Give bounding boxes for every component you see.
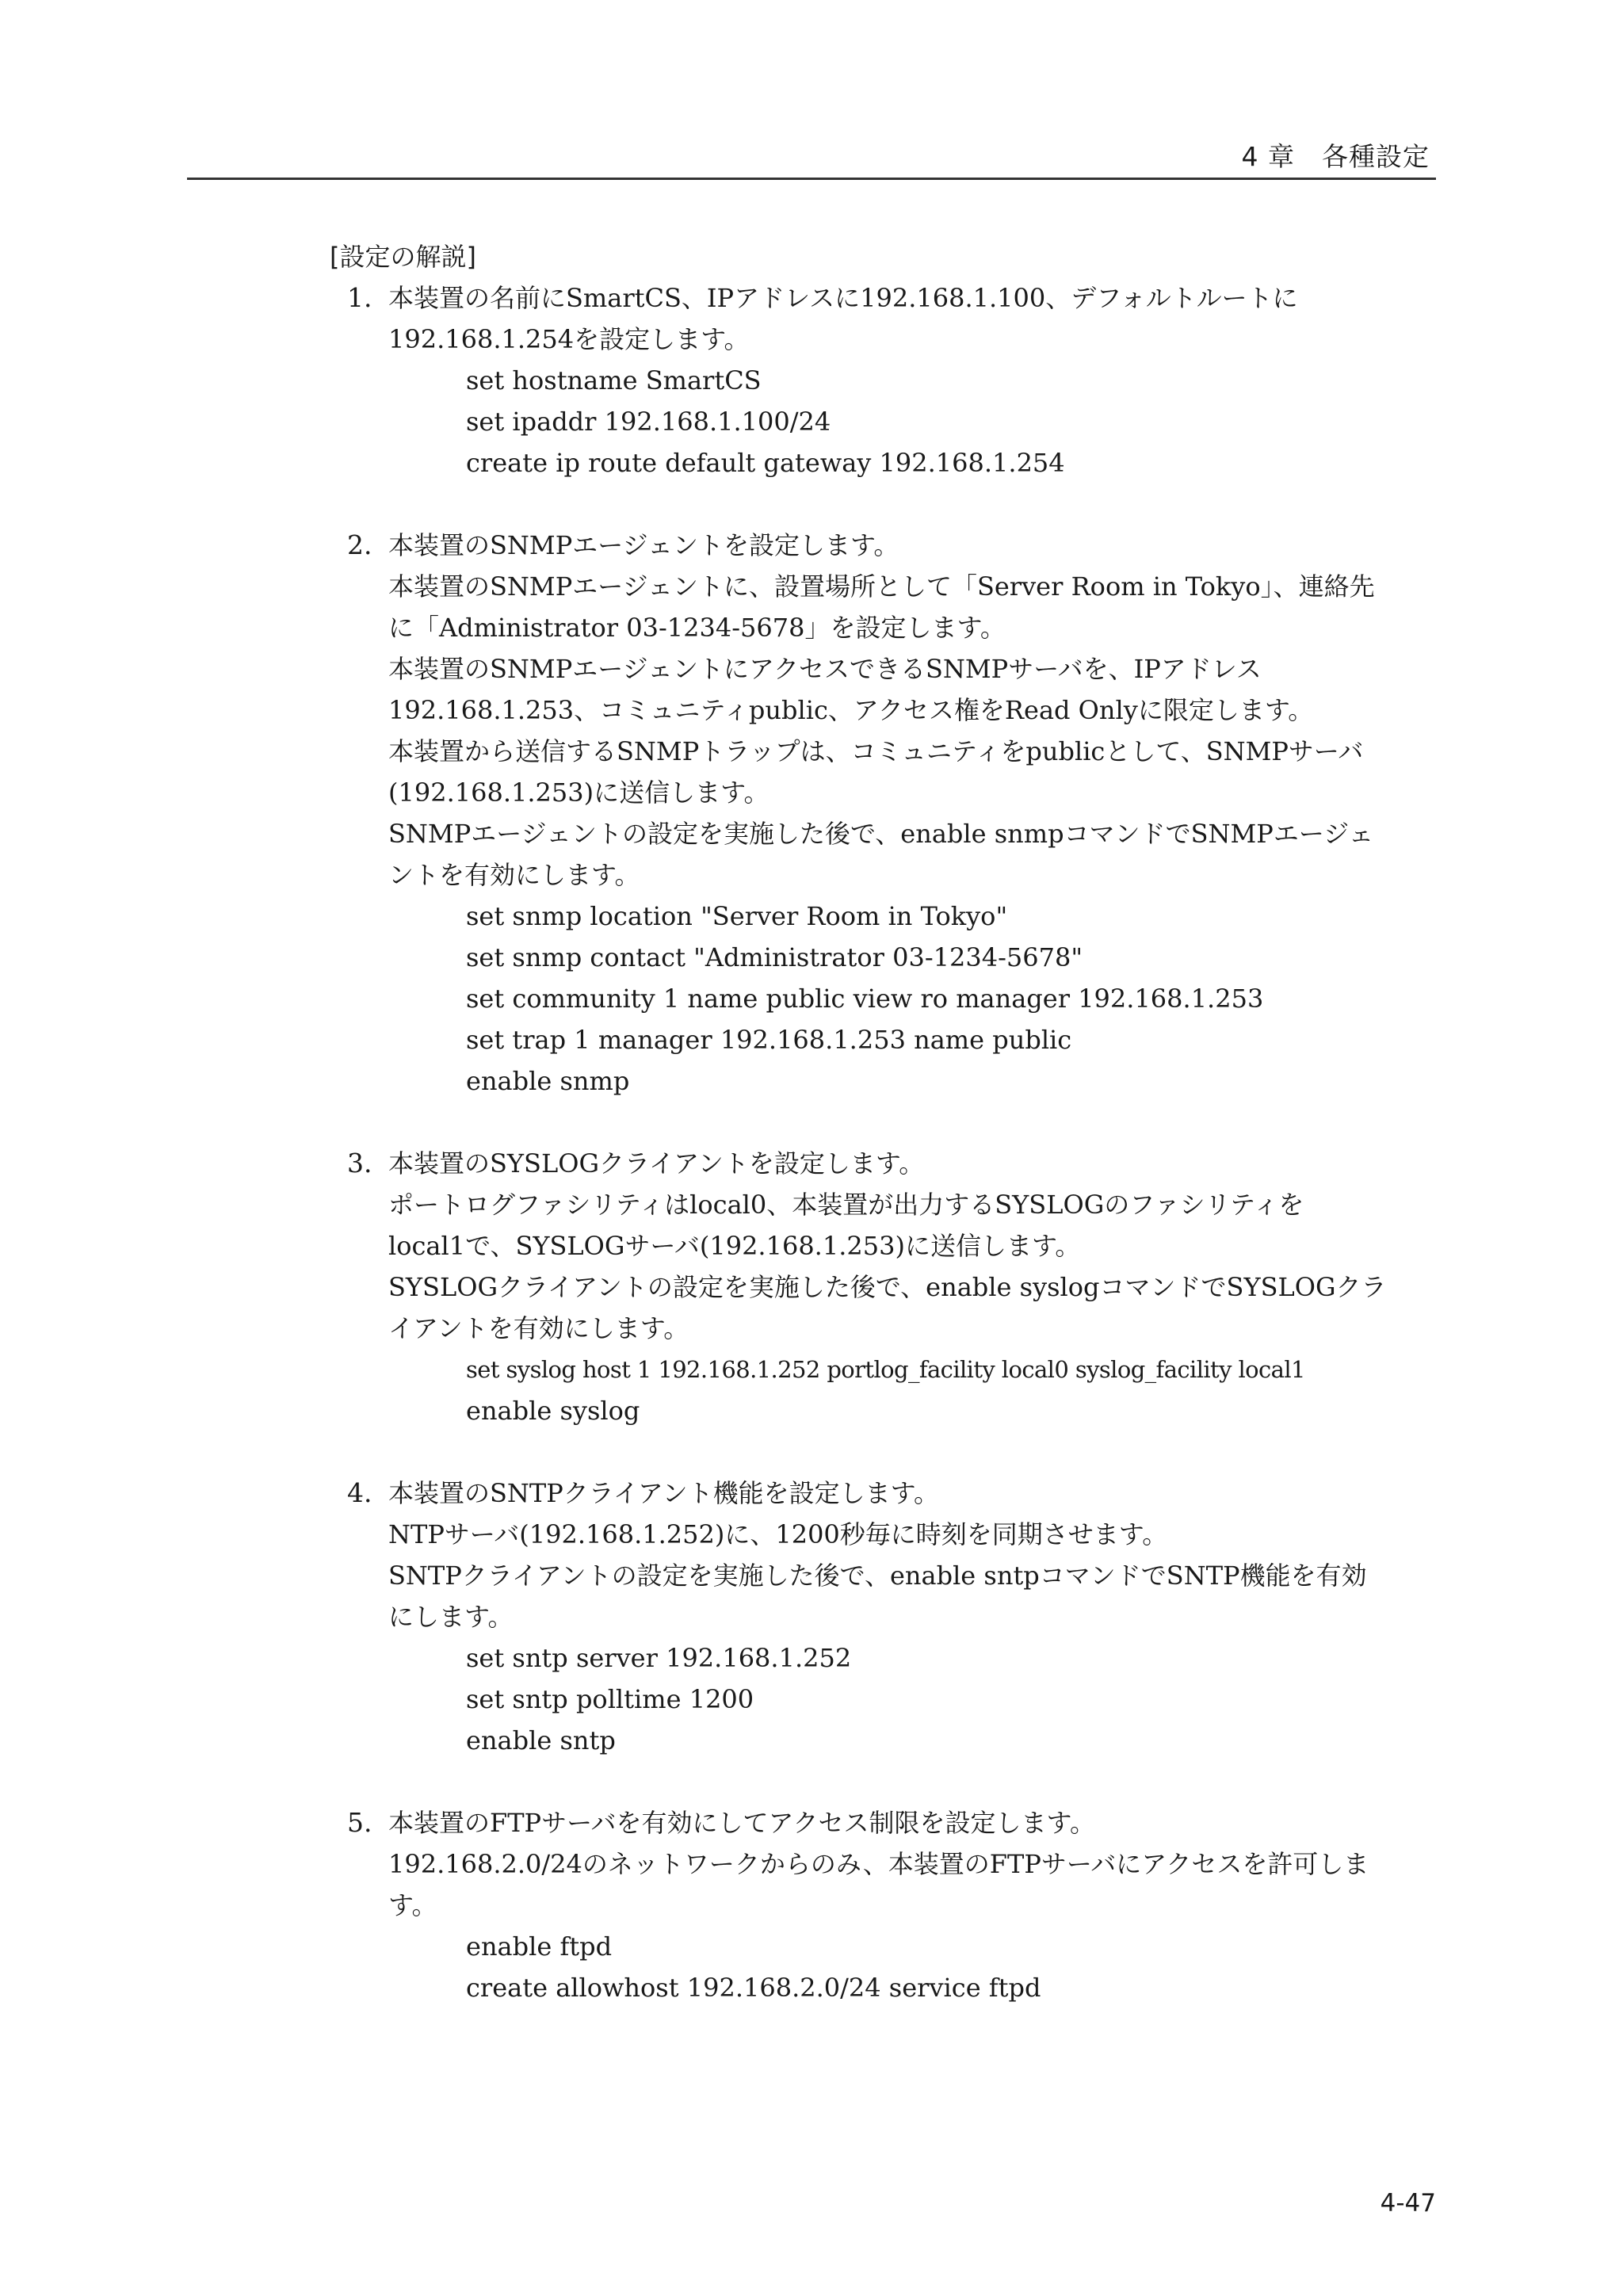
command-line: enable snmp: [466, 1066, 630, 1096]
item-paragraph: 192.168.1.253、コミュニティpublic、アクセス権をRead Onlyに限定します。: [388, 695, 1314, 725]
item-paragraph: 本装置のSNMPエージェントにアクセスできるSNMPサーバを、IPアドレス: [388, 654, 1262, 684]
item-paragraph: SNMPエージェントの設定を実施した後で、enable snmpコマンドでSNMPエージェ: [388, 819, 1374, 849]
command-block: [466, 1637, 1426, 1761]
command-line: create allowhost 192.168.2.0/24 service ftpd: [466, 1973, 1041, 2003]
item-paragraph: 本装置から送信するSNMPトラップは、コミュニティをpublicとして、SNMPサーバ: [388, 736, 1364, 766]
item-paragraph: にします。: [388, 1602, 514, 1632]
item-paragraph: ポートログファシリティはlocal0、本装置が出力するSYSLOGのファシリティを: [388, 1190, 1304, 1220]
command-line: set community 1 name public view ro manager 192.168.1.253: [466, 984, 1264, 1014]
list-item-1: [330, 277, 1439, 483]
item-paragraph: SNTPクライアントの設定を実施した後で、enable sntpコマンドでSNTP機能を有効: [388, 1561, 1367, 1591]
item-paragraph: に「Administrator 03-1234-5678」を設定します。: [388, 613, 1006, 643]
command-line: set snmp contact "Administrator 03-1234-5678": [466, 942, 1083, 972]
item-paragraph: SYSLOGクライアントの設定を実施した後で、enable syslogコマンドでSYSLOGクラ: [388, 1272, 1387, 1302]
item-paragraph: 192.168.1.254を設定します。: [388, 324, 750, 354]
command-line: set trap 1 manager 192.168.1.253 name public: [466, 1025, 1072, 1055]
page-header: [187, 136, 1436, 180]
item-paragraph: 本装置の名前にSmartCS、IPアドレスに192.168.1.100、デフォルトルートに: [388, 283, 1298, 313]
command-line: enable ftpd: [466, 1931, 613, 1962]
item-paragraph: イアントを有効にします。: [388, 1313, 689, 1343]
list-item-4: [330, 1473, 1439, 1761]
command-block: [466, 896, 1426, 1102]
item-paragraph: す。: [388, 1890, 437, 1920]
item-paragraph: 本装置のSNTPクライアント機能を設定します。: [388, 1478, 940, 1508]
list-item-5: [330, 1802, 1439, 2008]
command-line: set sntp polltime 1200: [466, 1684, 754, 1714]
section-title: [設定の解説]: [330, 242, 476, 272]
item-paragraph: local1で、SYSLOGサーバ(192.168.1.253)に送信します。: [388, 1231, 1081, 1261]
page-number: 4-47: [1380, 2189, 1436, 2218]
item-paragraph: 192.168.2.0/24のネットワークからのみ、本装置のFTPサーバにアクセスを許可しま: [388, 1849, 1369, 1879]
item-number: 3.: [347, 1148, 372, 1179]
list-item-2: [330, 525, 1439, 1102]
item-paragraph: 本装置のSYSLOGクライアントを設定します。: [388, 1148, 925, 1179]
command-line: set snmp location "Server Room in Tokyo": [466, 901, 1008, 931]
chapter-title: 4 章 各種設定: [1241, 141, 1430, 172]
item-number: 2.: [347, 529, 372, 560]
command-line: create ip route default gateway 192.168.1.254: [466, 448, 1065, 478]
item-paragraph: (192.168.1.253)に送信します。: [388, 777, 769, 808]
main-content: [330, 236, 1439, 2050]
command-line: enable sntp: [466, 1725, 616, 1755]
item-paragraph: NTPサーバ(192.168.1.252)に、1200秒毎に時刻を同期させます。: [388, 1519, 1168, 1549]
command-block: [466, 1349, 1426, 1431]
item-number: 5.: [347, 1807, 372, 1838]
command-line: set syslog host 1 192.168.1.252 portlog_facility local0 syslog_facility local1: [466, 1356, 1305, 1383]
command-line: set ipaddr 192.168.1.100/24: [466, 407, 831, 437]
command-block: [466, 1926, 1426, 2008]
command-line: enable syslog: [466, 1396, 640, 1426]
item-paragraph: 本装置のFTPサーバを有効にしてアクセス制限を設定します。: [388, 1808, 1095, 1838]
item-number: 1.: [347, 282, 372, 313]
item-paragraph: ントを有効にします。: [388, 860, 640, 890]
command-line: set hostname SmartCS: [466, 365, 762, 395]
command-block: [466, 360, 1426, 483]
item-paragraph: 本装置のSNMPエージェントを設定します。: [388, 530, 899, 560]
item-number: 4.: [347, 1477, 372, 1508]
list-item-3: [330, 1143, 1439, 1431]
command-line: set sntp server 192.168.1.252: [466, 1643, 852, 1673]
item-paragraph: 本装置のSNMPエージェントに、設置場所として「Server Room in Tokyo」、連絡先: [388, 571, 1375, 602]
